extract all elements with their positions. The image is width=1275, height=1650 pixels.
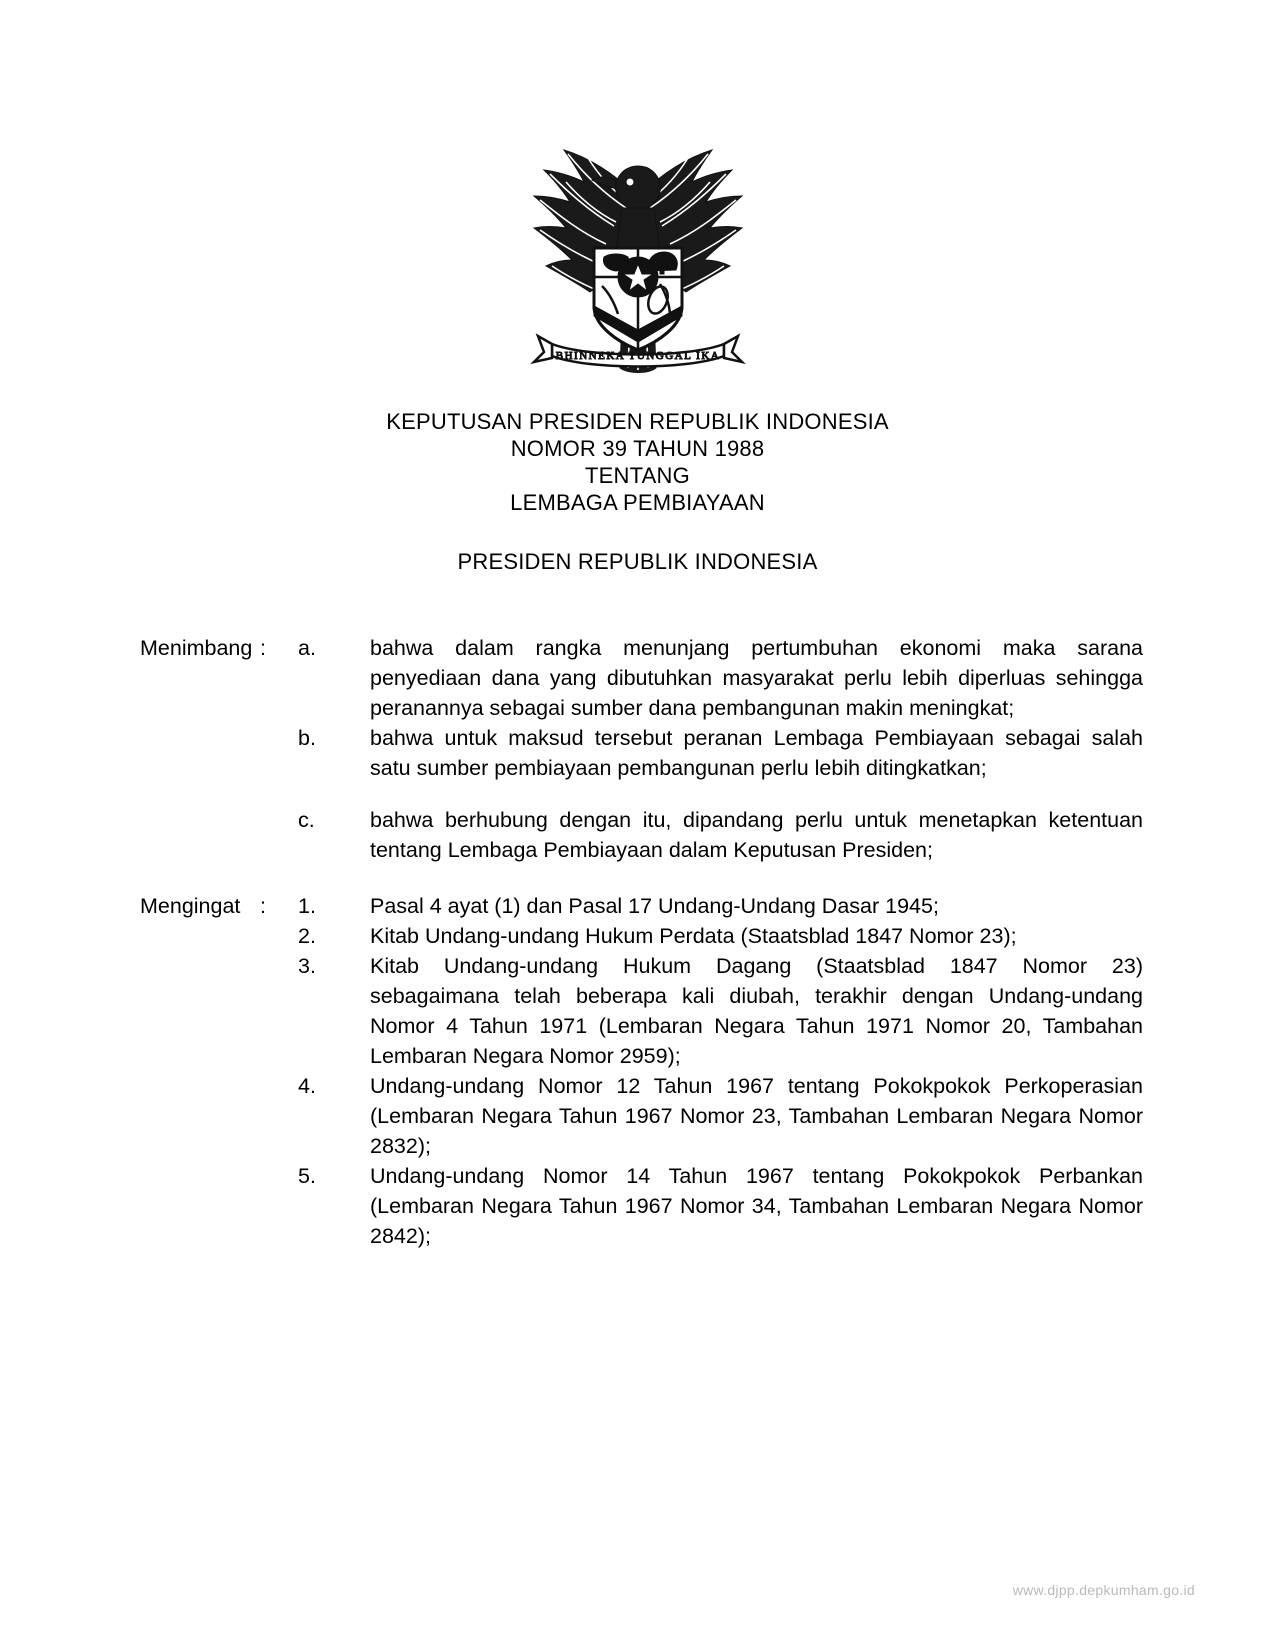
mengingat-item-3 (140, 951, 1143, 1071)
issuer-line: PRESIDEN REPUBLIK INDONESIA (457, 549, 818, 574)
mengingat-marker-2: 2. (298, 924, 316, 948)
menimbang-text-a: bahwa dalam rangka menunjang pertumbuhan ekonomi maka sarana penyediaan dana yang dibutuhkan masyarakat perlu lebih diperluas sehingga peranannya sebagai sumber dana pembangunan makin meningkat; (370, 636, 1143, 720)
title-line-3: TENTANG (585, 463, 690, 488)
menimbang-section (140, 633, 1143, 865)
mengingat-marker-5: 5. (298, 1164, 316, 1188)
menimbang-colon: : (260, 636, 266, 660)
mengingat-text-4: Undang-undang Nomor 12 Tahun 1967 tentang Pokokpokok Perkoperasian (Lembaran Negara Tahun 1967 Nomor 23, Tambahan Lembaran Negara Nomor 2832); (370, 1074, 1143, 1158)
mengingat-item-5 (140, 1161, 1143, 1251)
mengingat-marker-1: 1. (298, 894, 316, 918)
document-title (0, 408, 1275, 516)
garuda-pancasila-emblem (518, 130, 758, 380)
menimbang-text-b: bahwa untuk maksud tersebut peranan Lembaga Pembiayaan sebagai salah satu sumber pembiayaan pembangunan perlu lebih ditingkatkan; (370, 726, 1143, 780)
mengingat-text-1: Pasal 4 ayat (1) dan Pasal 17 Undang-Undang Dasar 1945; (370, 894, 939, 918)
menimbang-marker-a: a. (298, 636, 316, 660)
mengingat-section (140, 891, 1143, 1251)
title-line-4: LEMBAGA PEMBIAYAAN (510, 490, 765, 515)
footer-watermark: www.djpp.depkumham.go.id (1012, 1582, 1195, 1598)
title-line-1: KEPUTUSAN PRESIDEN REPUBLIK INDONESIA (386, 409, 889, 434)
mengingat-item-2 (140, 921, 1143, 951)
mengingat-text-3: Kitab Undang-undang Hukum Dagang (Staatsblad 1847 Nomor 23) sebagaimana telah beberapa kali diubah, terakhir dengan Undang-undang Nomor 4 Tahun 1971 (Lembaran Negara Tahun 1971 Nomor 20, Tambahan Lembaran Negara Nomor 2959); (370, 954, 1143, 1068)
svg-text:BHINNEKA TUNGGAL IKA: BHINNEKA TUNGGAL IKA (555, 350, 720, 362)
document-body (0, 633, 1275, 1251)
menimbang-marker-c: c. (298, 808, 315, 832)
emblem-container (0, 0, 1275, 380)
mengingat-label: Mengingat (140, 894, 241, 918)
menimbang-item-a (140, 633, 1143, 723)
mengingat-marker-3: 3. (298, 954, 316, 978)
mengingat-item-1 (140, 891, 1143, 921)
menimbang-label: Menimbang (140, 636, 253, 660)
title-line-2: NOMOR 39 TAHUN 1988 (510, 436, 765, 461)
mengingat-text-5: Undang-undang Nomor 14 Tahun 1967 tentang Pokokpokok Perbankan (Lembaran Negara Tahun 1967 Nomor 34, Tambahan Lembaran Negara Nomor 2842); (370, 1164, 1143, 1248)
section-gap (140, 865, 1143, 891)
menimbang-text-c: bahwa berhubung dengan itu, dipandang perlu untuk menetapkan ketentuan tentang Lembaga Pembiayaan dalam Keputusan Presiden; (370, 808, 1143, 862)
mengingat-text-2: Kitab Undang-undang Hukum Perdata (Staatsblad 1847 Nomor 23); (370, 924, 1017, 948)
mengingat-item-4 (140, 1071, 1143, 1161)
menimbang-item-b (140, 723, 1143, 783)
mengingat-marker-4: 4. (298, 1074, 316, 1098)
mengingat-colon: : (260, 894, 266, 918)
menimbang-marker-b: b. (298, 726, 316, 750)
menimbang-item-c (140, 805, 1143, 865)
